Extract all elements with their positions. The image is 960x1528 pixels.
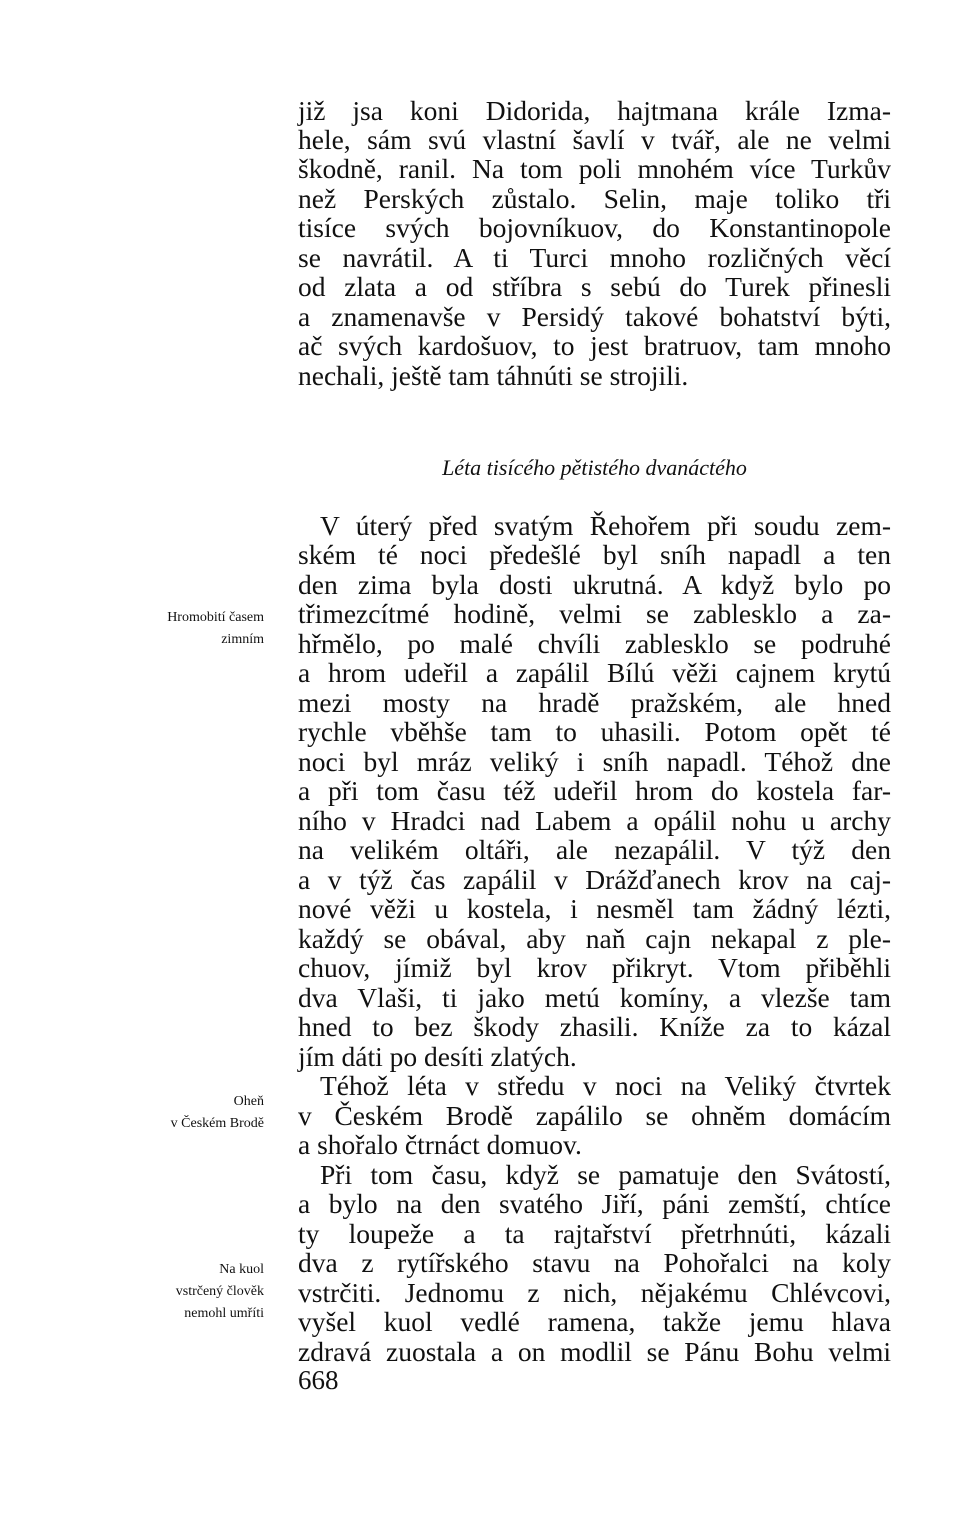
text-line: dva z rytířského stavu na Pohořalci na koly [298, 1247, 891, 1278]
margin-note-lightning [167, 607, 264, 651]
text-line: ty loupeže a ta rajtařství přetrhnúti, kázali [298, 1218, 891, 1249]
margin-note-line: v Českém Brodě [170, 1116, 264, 1131]
text-line: vyšel kuol vedlé ramena, takže jemu hlava [298, 1306, 891, 1337]
text-line: vstrčiti. Jednomu z nich, nějakému Chlévcovi, [298, 1277, 891, 1308]
text-line: hned to bez škody zhasili. Kníže za to kázal [298, 1011, 891, 1042]
margin-note-impaled [176, 1259, 264, 1325]
text-line: ač svých kardošuov, to jest bratruov, tam mnoho [298, 330, 891, 361]
text-line: rychle vběhše tam to uhasili. Potom opět té [298, 716, 891, 747]
margin-note-line: Na kuol [219, 1262, 264, 1277]
text-line: Při tom času, když se pamatuje den Svátostí, [320, 1159, 891, 1190]
text-line: každý se obával, aby naň cajn nekapal z ple- [298, 923, 891, 954]
text-line: a bylo na den svatého Jiří, páni zemští, chtíce [298, 1188, 891, 1219]
text-line: od zlata a od stříbra s sebú do Turek přinesli [298, 271, 891, 302]
text-line: hřmělo, po malé chvíli zablesklo se podruhé [298, 628, 891, 659]
text-line: v Českém Brodě zapálilo se ohněm domácím [298, 1100, 891, 1131]
text-line: tisíce svých bojovníkuov, do Konstantinopole [298, 212, 891, 243]
margin-note-line: vstrčený člověk [175, 1284, 264, 1299]
text-line: škodně, ranil. Na tom poli mnohém více Turkův [298, 153, 891, 184]
text-line: ském té noci předešlé byl sníh napadl a ten [298, 539, 891, 570]
text-line: hele, sám svú vlastní šavlí v tvář, ale ne velmi [298, 124, 891, 155]
text-line: jím dáti po desíti zlatých. [298, 1041, 577, 1072]
margin-note-fire [171, 1091, 264, 1135]
text-line: a znamenavše v Persidý takové bohatství býti, [298, 301, 891, 332]
text-line: zdravá zuostala a on modlil se Pánu Bohu velmi [298, 1336, 891, 1367]
text-line: V úterý před svatým Řehořem při soudu zem- [320, 510, 891, 541]
text-line: chuov, jímiž byl krov přikryt. Vtom přiběhli [298, 952, 891, 983]
text-line: nechali, ještě tam táhnúti se strojili. [298, 360, 689, 391]
text-line: noci byl mráz veliký i sníh napadl. Téhož dne [298, 746, 891, 777]
margin-note-line: Oheň [233, 1094, 264, 1109]
margin-note-line: Hromobití časem [167, 610, 264, 625]
margin-note-line: zimním [221, 632, 264, 647]
text-line: ního v Hradci nad Labem a opálil nohu u archy [298, 805, 891, 836]
text-line: než Perských zůstalo. Selin, maje toliko tři [298, 183, 891, 214]
text-line: již jsa koni Didorida, hajtmana krále Izma- [298, 95, 891, 126]
text-line: se navrátil. A ti Turci mnoho rozličných věcí [298, 242, 891, 273]
text-line: den zima byla dosti ukrutná. A když bylo po [298, 569, 891, 600]
page-number: 668 [298, 1365, 339, 1395]
text-line: Téhož léta v středu v noci na Veliký čtvrtek [320, 1070, 891, 1101]
text-line: a hrom udeřil a zapálil Bílú věži cajnem krytú [298, 657, 891, 688]
text-line: a v týž čas zapálil v Drážďanech krov na caj- [298, 864, 891, 895]
section-heading: Léta tisícého pětistého dvanáctého [442, 455, 747, 480]
text-line: a shořalo čtrnáct domuov. [298, 1129, 582, 1160]
text-line: třimezcítmé hodině, velmi se zablesklo a za- [298, 598, 891, 629]
text-line: na velikém oltáři, ale nezapálil. V týž den [298, 834, 891, 865]
text-line: dva Vlaši, ti jako metú komíny, a vlezše tam [298, 982, 891, 1013]
text-line: mezi mosty na hradě pražském, ale hned [298, 687, 891, 718]
margin-note-line: nemohl umříti [184, 1306, 264, 1321]
text-line: nové věži u kostela, i nesměl tam žádný lézti, [298, 893, 891, 924]
text-line: a při tom času též udeřil hrom do kostela far- [298, 775, 891, 806]
